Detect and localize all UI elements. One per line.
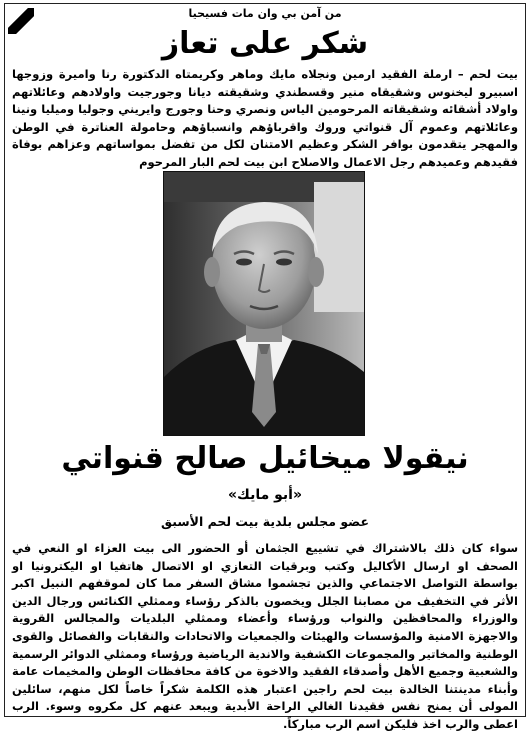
bible-verse: من آمن بي وان مات فسيحيا bbox=[188, 7, 342, 20]
deceased-portrait-photo bbox=[163, 171, 365, 436]
thanks-details-paragraph: سواء كان ذلك بالاشتراك في تشييع الجثمان أو الحضور الى بيت العزاء او النعي في الصحف او ارسال الأكاليل وكتب وبرقيات التعازي او الاتصال هاتفيا او اليكترونيا او بواسطة التواصل الاجتماعي والذين تجشموا مشاق السفر مما كان لموقفهم النبيل اكبر الأثر في التخفيف من مصابنا الجلل ويخصون بالذكر رؤساء وممثلي الكنائس ورجال الدين والوزراء والمحافظين والنواب ورؤساء وأعضاء وممثلي البلديات والمجالس القروية والاجهزة الامنية والمؤسسات والهيئات والجمعيات والاتحادات والنقابات والفصائل والقوى الوطنية والمخاتير والمجموعات الكشفية والاندية الرياضية ورؤساء وممثلي الدوائر الرسمية والشعبية وجميع الأهل وأصدقاء الفقيد والاخوة من كافة محافظات الوطن والمخيمات عامة وأبناء مدينتنا الخالدة بيت لحم راجين اعتبار هذه الكلمة شكراً خاصاً لكل منهم، سائلين المولى أن يمنح نفس فقيدنا الغالي الراحة الأبدية ويبعد عنهم كل مكروه وسوء. الرب اعطى والرب اخذ فليكن اسم الرب مباركاً. bbox=[12, 541, 518, 731]
deceased-nickname: «أبو مايك» bbox=[227, 487, 302, 503]
notice-title: شكر على تعاز bbox=[161, 26, 369, 61]
mourning-ribbon-icon bbox=[8, 8, 34, 34]
deceased-name-heading: نيقولا ميخائيل صالح قنواتي bbox=[61, 441, 469, 476]
family-thanks-paragraph: بيت لحم – ارملة الفقيد ارمين ونجلاه مايك وماهر وكريمتاه الدكتورة رنا واميرة وزوجها اسبيرو ليخنوس وشقيقاه منير وقسطندي وشقيقته ديانا وجورجيت واولادهم وعائلاتهم واولاد أشقائه وشقيقاته المرحومين الياس ونصري وحنا وجورج وايريني وجوليا وميليا ونينا وعائلاتهم وعموم آل قنواتي وروك واقرباؤهم وانسباؤهم وحامولة العناترة في الوطن والمهجر يتقدمون بوافر الشكر وعظيم الامتنان لكل من تفضل بمواساتهم وعزاهم بوفاة فقيدهم وعميدهم رجل الاعمال والاصلاح ابن بيت لحم البار المرحوم bbox=[12, 67, 518, 169]
deceased-role: عضو مجلس بلدية بيت لحم الأسبق bbox=[160, 514, 370, 529]
